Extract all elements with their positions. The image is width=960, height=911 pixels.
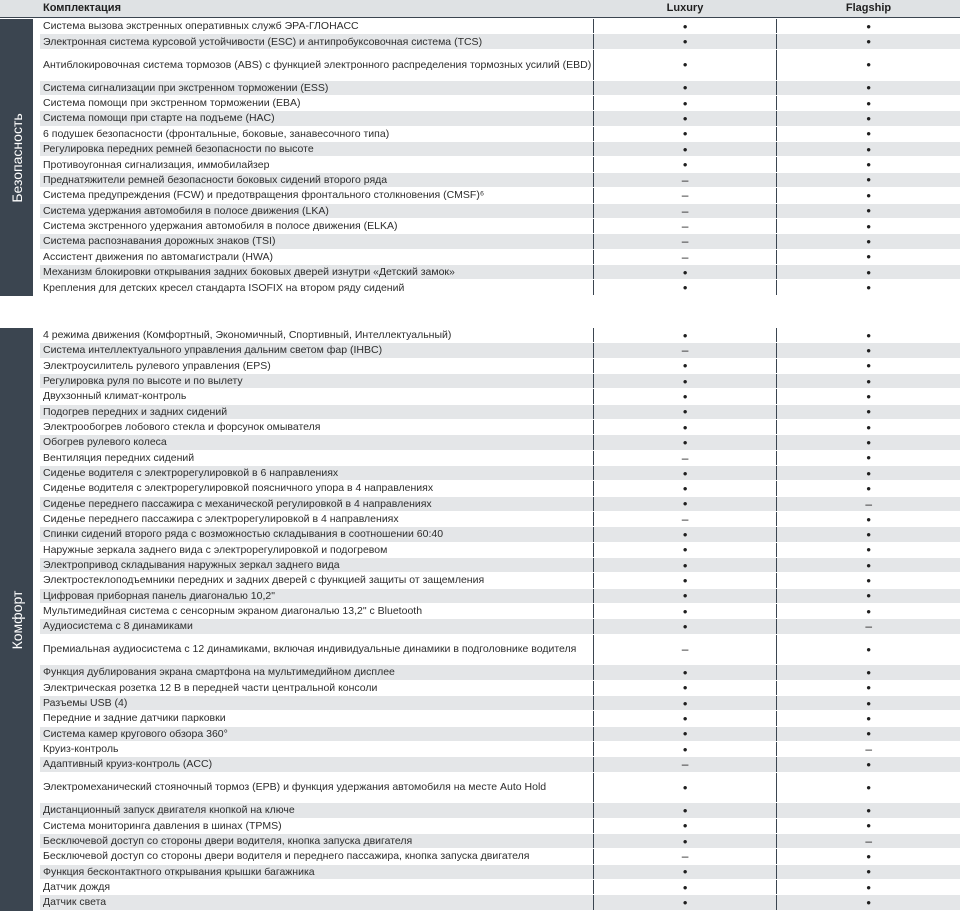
luxury-value: • [593, 696, 777, 710]
table-row [40, 204, 960, 219]
feature-name: 4 режима движения (Комфортный, Экономичный, Спортивный, Интеллектуальный) [43, 329, 452, 342]
section-label: Безопасность [8, 112, 25, 203]
luxury-value: • [593, 803, 777, 817]
feature-name: Сиденье водителя с электрорегулировкой в 6 направлениях [43, 467, 339, 480]
flagship-value: • [776, 34, 960, 48]
luxury-value: – [593, 512, 777, 526]
table-row [40, 742, 960, 757]
feature-name: Датчик света [43, 896, 107, 909]
luxury-value: • [593, 481, 777, 495]
table-row [40, 865, 960, 880]
table-row [40, 343, 960, 358]
luxury-value: • [593, 19, 777, 33]
table-row [40, 280, 960, 295]
table-row [40, 665, 960, 680]
flagship-value: • [776, 819, 960, 833]
feature-name: Система удержания автомобиля в полосе движения (LKA) [43, 204, 329, 217]
feature-name: Система вызова экстренных оперативных служб ЭРА-ГЛОНАСС [43, 20, 359, 33]
feature-name: Круиз-контроль [43, 743, 119, 756]
feature-name: Разъемы USB (4) [43, 697, 128, 710]
section-comfort [0, 328, 960, 911]
table-row [40, 834, 960, 849]
luxury-value: • [593, 359, 777, 373]
table-row [40, 328, 960, 343]
luxury-value: – [593, 234, 777, 248]
feature-name: Электрообогрев лобового стекла и форсунок омывателя [43, 421, 321, 434]
feature-name: Дистанционный запуск двигателя кнопкой на ключе [43, 804, 295, 817]
luxury-value: • [593, 727, 777, 741]
feature-name: Механизм блокировки открывания задних боковых дверей изнутри «Детский замок» [43, 266, 455, 279]
luxury-value: • [593, 96, 777, 110]
luxury-value: • [593, 157, 777, 171]
feature-name: Сиденье переднего пассажира с электрорегулировкой в 4 направлениях [43, 513, 399, 526]
flagship-value: • [776, 96, 960, 110]
flagship-value: • [776, 604, 960, 618]
luxury-value: • [593, 420, 777, 434]
feature-name: Система мониторинга давления в шинах (TPMS) [43, 819, 282, 832]
table-row [40, 127, 960, 142]
section-side-tab [0, 328, 33, 911]
flagship-value: • [776, 803, 960, 817]
section-side-tab [0, 19, 33, 296]
luxury-value: • [593, 880, 777, 894]
feature-name: Система помощи при экстренном торможении (EBA) [43, 97, 301, 110]
table-row [40, 142, 960, 157]
feature-name: Система экстренного удержания автомобиля в полосе движения (ELKA) [43, 220, 398, 233]
flagship-value: • [776, 665, 960, 679]
table-row [40, 497, 960, 512]
feature-name: Подогрев передних и задних сидений [43, 405, 228, 418]
feature-name: Ассистент движения по автомагистрали (HWA) [43, 250, 274, 263]
feature-name: Система камер кругового обзора 360° [43, 727, 228, 740]
feature-name: Электрическая розетка 12 В в передней части центральной консоли [43, 681, 378, 694]
flagship-value: • [776, 234, 960, 248]
feature-name: Сиденье переднего пассажира с механической регулировкой в 4 направлениях [43, 497, 432, 510]
table-row [40, 880, 960, 895]
feature-name: Премиальная аудиосистема с 12 динамиками, включая индивидуальные динамики в подголовнике водителя [43, 643, 577, 656]
table-row [40, 711, 960, 726]
table-row [40, 265, 960, 280]
luxury-value: – [593, 757, 777, 771]
table-row [40, 420, 960, 435]
luxury-value: • [593, 619, 777, 633]
luxury-value: • [593, 819, 777, 833]
feature-name: Спинки сидений второго ряда с возможностью складывания в соотношении 60:40 [43, 528, 444, 541]
flagship-value: • [776, 435, 960, 449]
luxury-value: • [593, 34, 777, 48]
feature-name: Вентиляция передних сидений [43, 451, 195, 464]
flagship-value: • [776, 696, 960, 710]
luxury-value: • [593, 405, 777, 419]
feature-name: Адаптивный круиз-контроль (ACC) [43, 758, 213, 771]
luxury-value: • [593, 435, 777, 449]
luxury-value: – [593, 204, 777, 218]
table-row [40, 451, 960, 466]
luxury-value: • [593, 742, 777, 756]
luxury-value: • [593, 895, 777, 909]
flagship-value: • [776, 895, 960, 909]
luxury-value: • [593, 466, 777, 480]
feature-name: Регулировка передних ремней безопасности по высоте [43, 143, 314, 156]
flagship-value: • [776, 466, 960, 480]
flagship-value: • [776, 343, 960, 357]
flagship-value: • [776, 481, 960, 495]
feature-name: Электромеханический стояночный тормоз (EPB) и функция удержания автомобиля на месте Auto Hold [43, 781, 547, 794]
section-rows [40, 19, 960, 296]
flagship-value: • [776, 142, 960, 156]
flagship-value: • [776, 512, 960, 526]
luxury-value: – [593, 173, 777, 187]
luxury-value: • [593, 127, 777, 141]
feature-name: Противоугонная сигнализация, иммобилайзер [43, 158, 270, 171]
section-safety [0, 19, 960, 296]
feature-name: Цифровая приборная панель диагональю 10,2" [43, 589, 275, 602]
luxury-value: • [593, 265, 777, 279]
flagship-value: • [776, 127, 960, 141]
luxury-value: • [593, 543, 777, 557]
table-row [40, 773, 960, 804]
luxury-value: – [593, 451, 777, 465]
feature-name: Аудиосистема с 8 динамиками [43, 620, 193, 633]
flagship-value: – [776, 619, 960, 633]
flagship-value: • [776, 573, 960, 587]
flagship-value: • [776, 681, 960, 695]
flagship-value: • [776, 757, 960, 771]
table-row [40, 895, 960, 910]
table-row [40, 234, 960, 249]
feature-name: Система интеллектуального управления дальним светом фар (IHBC) [43, 344, 383, 357]
table-row [40, 512, 960, 527]
feature-name: Датчик дождя [43, 881, 111, 893]
luxury-value: • [593, 865, 777, 879]
table-row [40, 389, 960, 404]
table-row [40, 558, 960, 573]
table-row [40, 727, 960, 742]
flagship-value: • [776, 773, 960, 803]
feature-name: Система сигнализации при экстренном торможении (ESS) [43, 81, 329, 94]
luxury-value: – [593, 343, 777, 357]
flagship-value: • [776, 420, 960, 434]
table-row [40, 696, 960, 711]
feature-name: Наружные зеркала заднего вида с электрорегулировкой и подогревом [43, 543, 388, 556]
flagship-value: • [776, 558, 960, 572]
luxury-value: – [593, 219, 777, 233]
table-row [40, 81, 960, 96]
table-row [40, 681, 960, 696]
section-rows [40, 328, 960, 911]
feature-name: Бесключевой доступ со стороны двери водителя, кнопка запуска двигателя [43, 835, 413, 848]
table-row [40, 543, 960, 558]
flagship-value: • [776, 19, 960, 33]
luxury-value: – [593, 635, 777, 665]
table-row [40, 635, 960, 666]
luxury-value: – [593, 849, 777, 863]
luxury-value: • [593, 328, 777, 342]
feature-name: Передние и задние датчики парковки [43, 712, 226, 725]
flagship-value: • [776, 635, 960, 665]
feature-name: Система распознавания дорожных знаков (TSI) [43, 235, 276, 248]
flagship-value: • [776, 527, 960, 541]
table-row [40, 250, 960, 265]
feature-name: Электростеклоподъемники передних и задних дверей с функцией защиты от защемления [43, 574, 485, 587]
luxury-value: • [593, 527, 777, 541]
table-row [40, 466, 960, 481]
feature-name: Бесключевой доступ со стороны двери водителя и переднего пассажира, кнопка запуска двигателя [43, 850, 530, 863]
flagship-value: • [776, 265, 960, 279]
luxury-value: • [593, 111, 777, 125]
table-row [40, 50, 960, 81]
flagship-value: • [776, 865, 960, 879]
luxury-value: • [593, 604, 777, 618]
header-flagship: Flagship [845, 2, 892, 14]
flagship-value: • [776, 250, 960, 264]
table-row [40, 34, 960, 49]
feature-name: Антиблокировочная система тормозов (ABS) с функцией электронного распределения тормозных усилий (EBD) [43, 58, 592, 71]
flagship-value: • [776, 451, 960, 465]
table-row [40, 405, 960, 420]
table-row [40, 157, 960, 172]
feature-name: Система помощи при старте на подъеме (HAC) [43, 112, 275, 125]
table-row [40, 173, 960, 188]
luxury-value: • [593, 834, 777, 848]
flagship-value: • [776, 219, 960, 233]
table-row [40, 573, 960, 588]
table-row [40, 803, 960, 818]
flagship-value: • [776, 880, 960, 894]
table-row [40, 96, 960, 111]
feature-name: Электроусилитель рулевого управления (EPS) [43, 359, 271, 372]
flagship-value: • [776, 157, 960, 171]
flagship-value: • [776, 81, 960, 95]
feature-name: Система предупреждения (FCW) и предотвращения фронтального столкновения (CMSF)⁶ [43, 189, 485, 202]
table-row [40, 359, 960, 374]
luxury-value: • [593, 142, 777, 156]
luxury-value: • [593, 81, 777, 95]
table-row [40, 219, 960, 234]
table-header [0, 0, 960, 18]
table-row [40, 111, 960, 126]
luxury-value: • [593, 558, 777, 572]
luxury-value: • [593, 589, 777, 603]
luxury-value: – [593, 188, 777, 202]
table-row [40, 19, 960, 34]
flagship-value: • [776, 543, 960, 557]
flagship-value: • [776, 280, 960, 294]
luxury-value: • [593, 681, 777, 695]
flagship-value: • [776, 711, 960, 725]
flagship-value: • [776, 849, 960, 863]
feature-name: Сиденье водителя с электрорегулировкой поясничного упора в 4 направлениях [43, 482, 434, 495]
feature-name: Преднатяжители ремней безопасности боковых сидений второго ряда [43, 173, 388, 186]
table-row [40, 435, 960, 450]
feature-name: Электронная система курсовой устойчивости (ESC) и антипробуксовочная система (TCS) [43, 35, 483, 48]
flagship-value: • [776, 111, 960, 125]
header-luxury: Luxury [666, 2, 704, 14]
luxury-value: • [593, 374, 777, 388]
table-row [40, 481, 960, 496]
flagship-value: • [776, 188, 960, 202]
luxury-value: • [593, 389, 777, 403]
table-row [40, 849, 960, 864]
feature-name: Крепления для детских кресел стандарта ISOFIX на втором ряду сидений [43, 281, 405, 294]
table-row [40, 527, 960, 542]
table-row [40, 589, 960, 604]
table-row [40, 757, 960, 772]
table-row [40, 188, 960, 203]
section-label: Комфорт [8, 590, 25, 649]
flagship-value: • [776, 727, 960, 741]
table-row [40, 619, 960, 634]
flagship-value: • [776, 589, 960, 603]
feature-name: Регулировка руля по высоте и по вылету [43, 375, 243, 388]
table-row [40, 819, 960, 834]
feature-name: Двухзонный климат-контроль [43, 390, 187, 403]
feature-name: Функция дублирования экрана смартфона на мультимедийном дисплее [43, 666, 395, 679]
feature-name: Функция бесконтактного открывания крышки багажника [43, 865, 315, 878]
flagship-value: • [776, 389, 960, 403]
flagship-value: • [776, 359, 960, 373]
table-row [40, 374, 960, 389]
table-row [40, 604, 960, 619]
flagship-value: – [776, 497, 960, 511]
feature-name: Мультимедийная система с сенсорным экраном диагональю 13,2" с Bluetooth [43, 605, 423, 618]
luxury-value: • [593, 497, 777, 511]
flagship-value: • [776, 405, 960, 419]
flagship-value: • [776, 204, 960, 218]
flagship-value: • [776, 50, 960, 80]
luxury-value: • [593, 573, 777, 587]
luxury-value: • [593, 50, 777, 80]
luxury-value: – [593, 250, 777, 264]
feature-name: 6 подушек безопасности (фронтальные, боковые, занавесочного типа) [43, 127, 390, 140]
feature-name: Обогрев рулевого колеса [43, 436, 167, 449]
flagship-value: • [776, 328, 960, 342]
luxury-value: • [593, 280, 777, 294]
flagship-value: • [776, 374, 960, 388]
luxury-value: • [593, 773, 777, 803]
flagship-value: – [776, 742, 960, 756]
flagship-value: • [776, 173, 960, 187]
header-equipment: Комплектация [43, 2, 121, 14]
luxury-value: • [593, 711, 777, 725]
luxury-value: • [593, 665, 777, 679]
flagship-value: – [776, 834, 960, 848]
feature-name: Электропривод складывания наружных зеркал заднего вида [43, 559, 340, 572]
